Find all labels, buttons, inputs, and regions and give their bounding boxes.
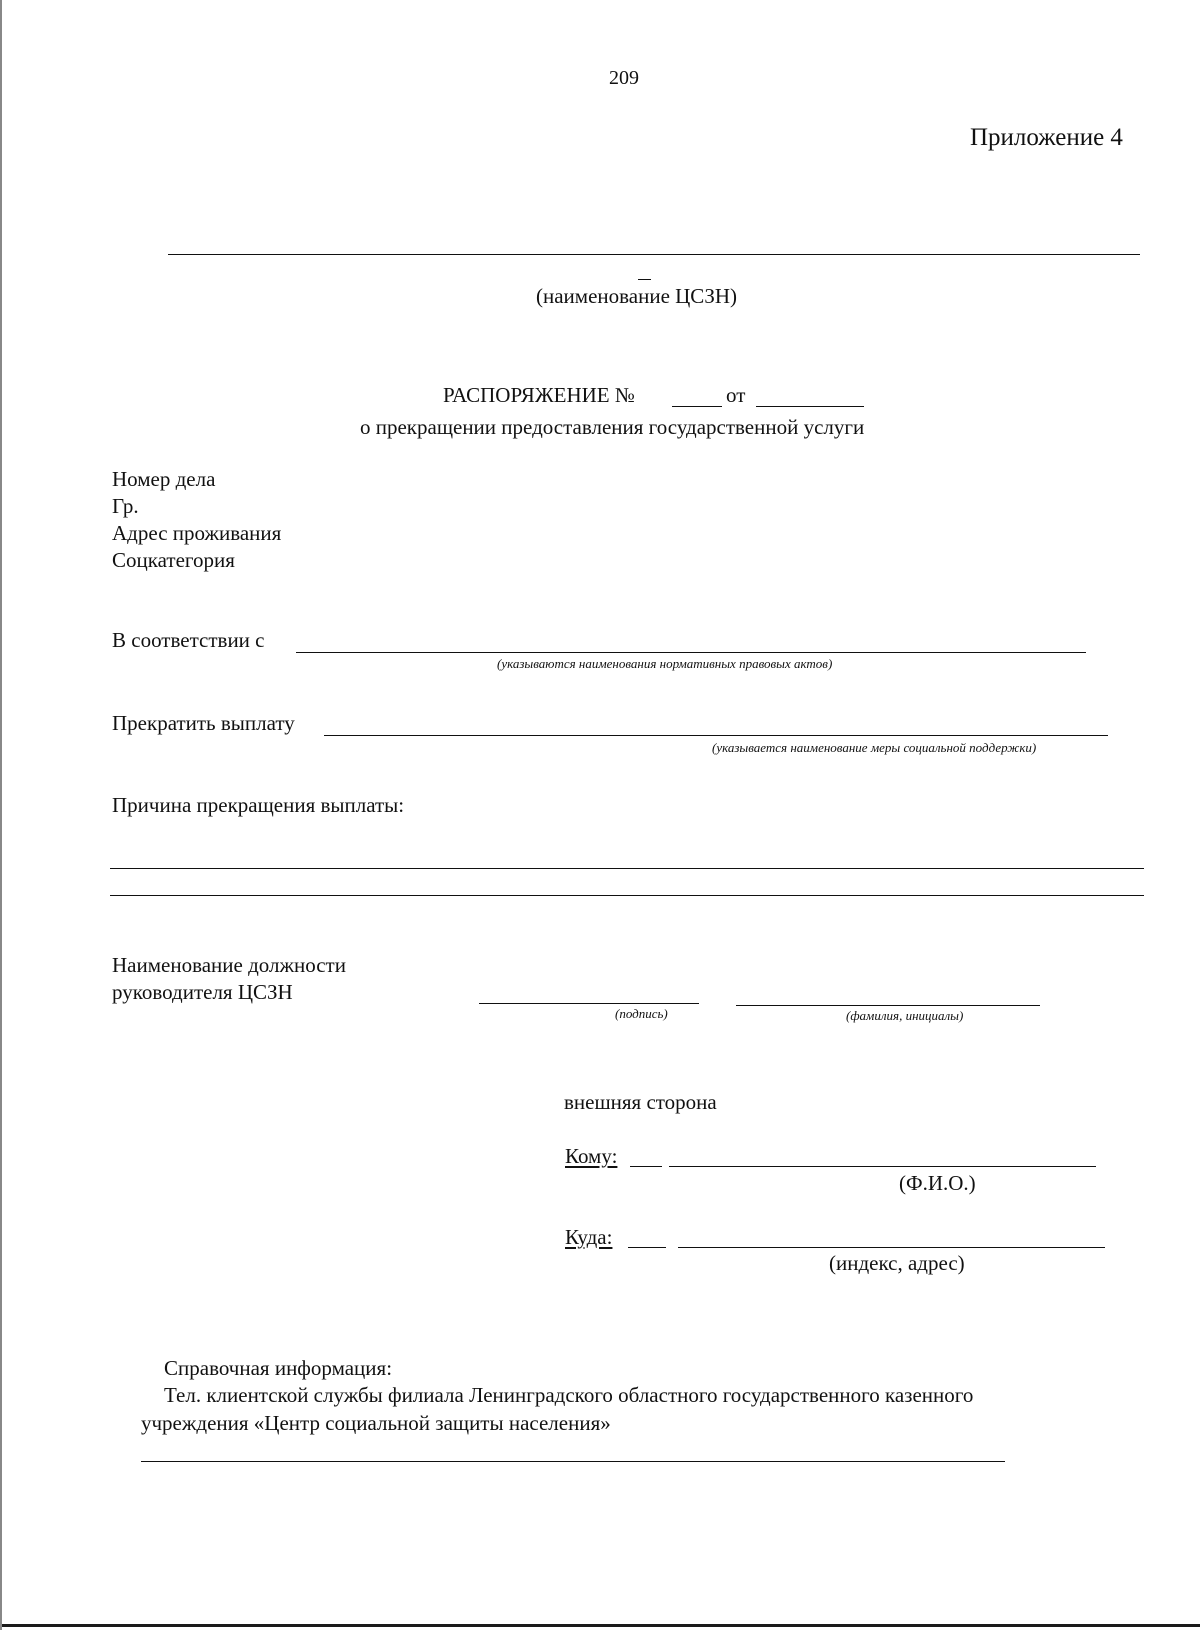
order-title-prefix: РАСПОРЯЖЕНИЕ № bbox=[443, 383, 635, 407]
case-field-address: Адрес проживания bbox=[112, 521, 282, 545]
reference-line2: учреждения «Центр социальной защиты населения» bbox=[141, 1411, 611, 1435]
to-short-line bbox=[630, 1166, 662, 1167]
reason-line-2 bbox=[110, 895, 1144, 896]
reason-line-1 bbox=[110, 868, 1144, 869]
page-number: 209 bbox=[609, 67, 639, 89]
reference-heading: Справочная информация: bbox=[164, 1356, 393, 1380]
scan-edge-bottom bbox=[0, 1624, 1200, 1627]
org-name-line bbox=[168, 254, 1140, 255]
appendix-label: Приложение 4 bbox=[970, 124, 1123, 151]
reference-phone-line bbox=[141, 1461, 1005, 1462]
accordance-label: В соответствии с bbox=[112, 628, 265, 652]
stop-payment-caption: (указывается наименование меры социальной поддержки) bbox=[712, 740, 1037, 755]
order-date-line bbox=[756, 406, 864, 407]
reason-label: Причина прекращения выплаты: bbox=[112, 793, 405, 817]
case-field-category: Соцкатегория bbox=[112, 548, 235, 572]
stop-payment-line bbox=[324, 735, 1108, 736]
accordance-line bbox=[296, 652, 1086, 653]
signature-caption: (подпись) bbox=[615, 1006, 668, 1021]
to-label: Кому: bbox=[565, 1144, 618, 1168]
to-line bbox=[669, 1166, 1096, 1167]
org-caption: (наименование ЦСЗН) bbox=[536, 284, 737, 308]
position-title-line1: Наименование должности bbox=[112, 953, 346, 977]
scan-edge-left bbox=[0, 0, 2, 1630]
where-line bbox=[678, 1247, 1105, 1248]
where-caption: (индекс, адрес) bbox=[829, 1251, 965, 1275]
accordance-caption: (указываются наименования нормативных правовых актов) bbox=[497, 656, 833, 671]
envelope-heading: внешняя сторона bbox=[564, 1090, 717, 1114]
where-label: Куда: bbox=[565, 1225, 613, 1249]
position-title-line2: руководителя ЦСЗН bbox=[112, 980, 293, 1004]
to-caption: (Ф.И.О.) bbox=[899, 1171, 976, 1195]
case-field-number: Номер дела bbox=[112, 467, 216, 491]
case-field-citizen: Гр. bbox=[112, 494, 139, 518]
signature-line bbox=[479, 1003, 699, 1004]
org-name-tick bbox=[638, 279, 651, 280]
where-short-line bbox=[628, 1247, 666, 1248]
reference-line1: Тел. клиентской службы филиала Ленинградского областного государственного казенного bbox=[164, 1383, 974, 1407]
order-subtitle: о прекращении предоставления государственной услуги bbox=[360, 415, 865, 439]
name-caption: (фамилия, инициалы) bbox=[846, 1008, 964, 1023]
order-number-line bbox=[672, 406, 722, 407]
order-title-from: от bbox=[726, 383, 746, 407]
name-line bbox=[736, 1005, 1040, 1006]
stop-payment-label: Прекратить выплату bbox=[112, 711, 295, 735]
